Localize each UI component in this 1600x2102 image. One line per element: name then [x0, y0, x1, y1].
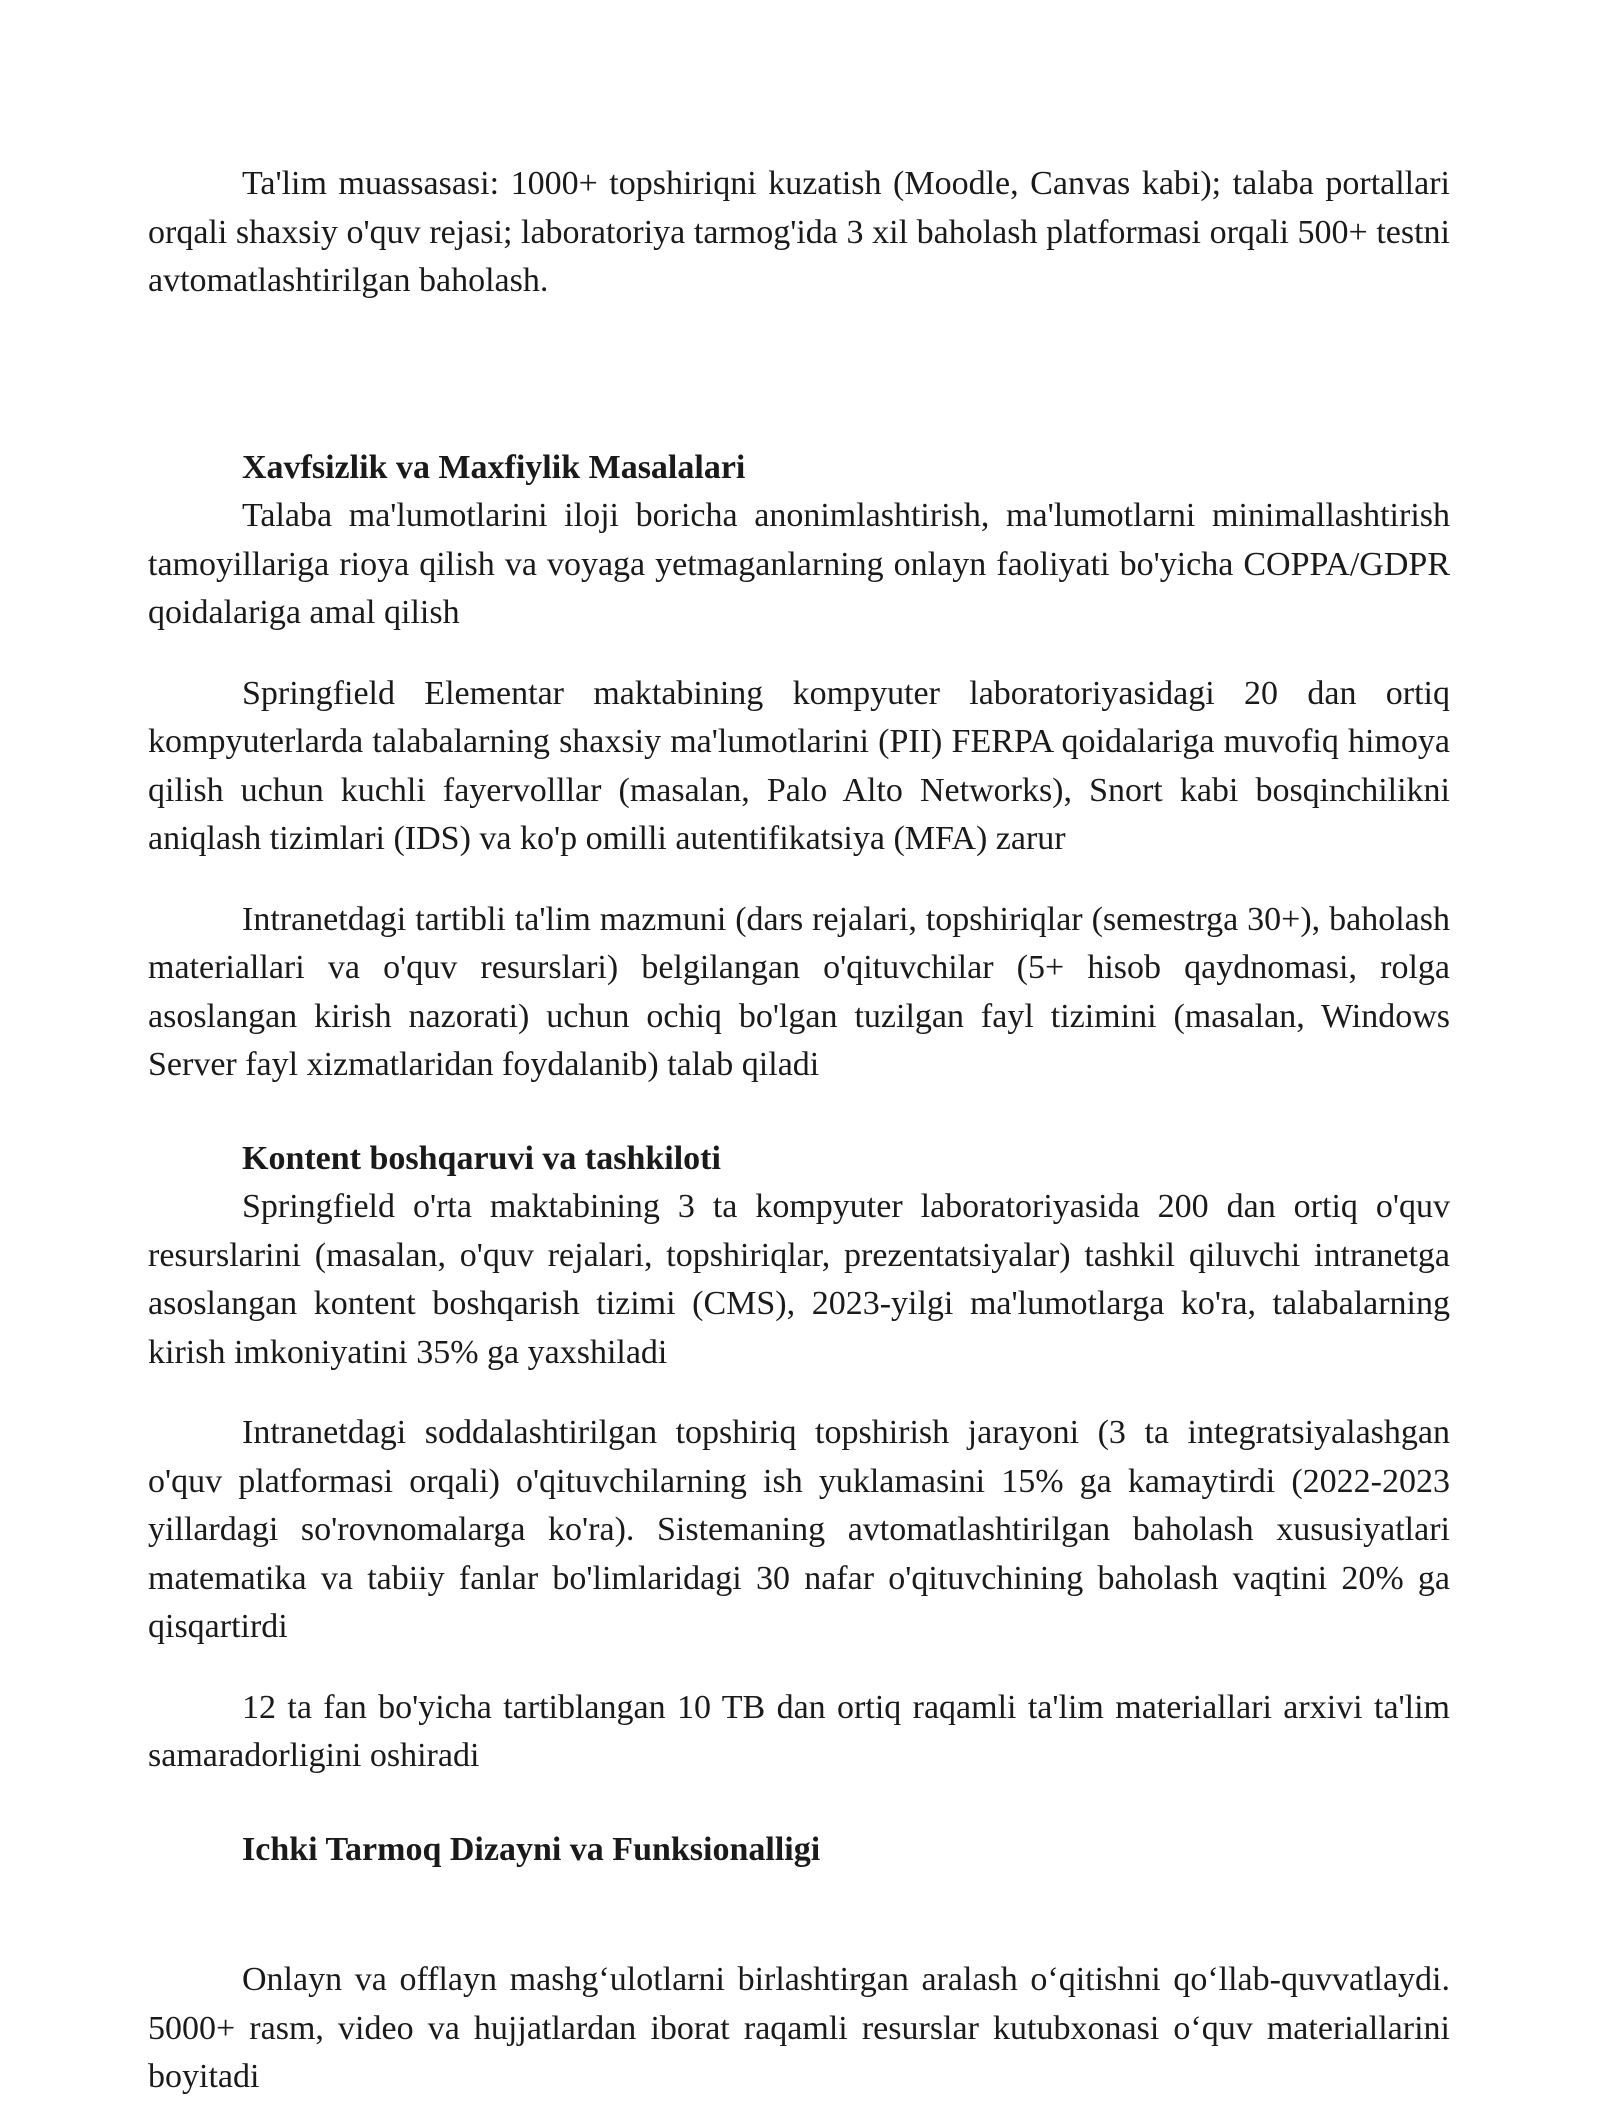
paragraph-assignment-workflow: Intranetdagi soddalashtirilgan topshiriq topshirish jarayoni (3 ta integratsiyalashgan o'quv platformasi orqali) o'qituvchilarning ish yuklamasini 15% ga kamaytirdi (2022-2023 yillardagi so'rovnomalarga ko'ra). Sistemaning avtomatlashtirilgan baholash xususiyatlari matematika va tabiiy fanlar bo'limlaridagi 30 nafar o'qituvchining baholash vaqtini 20% ga qisqartirdi: [148, 1414, 1450, 1645]
spacer: [148, 1781, 1450, 1826]
paragraph-digital-archive: 12 ta fan bo'yicha tartiblangan 10 TB dan ortiq raqamli ta'lim materiallari arxivi ta'lim samaradorligini oshiradi: [148, 1688, 1450, 1774]
spacer: [148, 638, 1450, 670]
heading-content-management: Kontent boshqaruvi va tashkiloti: [242, 1139, 721, 1177]
heading-intranet-design: Ichki Tarmoq Dizayni va Funksionalligi: [242, 1830, 821, 1868]
document-page: [148, 160, 1450, 2102]
paragraph-data-anonymization: Talaba ma'lumotlarini iloji boricha anonimlashtirish, ma'lumotlarni minimallashtirish tamoyillariga rioya qilish va voyaga yetmaganlarning onlayn faoliyati bo'yicha COPPA/GDPR qoidalariga amal qilish: [148, 497, 1450, 631]
heading-security-privacy: Xavfsizlik va Maxfiylik Masalalari: [242, 448, 746, 486]
paragraph-lms-tracking: Ta'lim muassasasi: 1000+ topshiriqni kuzatish (Moodle, Canvas kabi); talaba portallari orqali shaxsiy o'quv rejasi; laboratoriya tarmog'ida 3 xil baholash platformasi orqali 500+ testni avtomatlashtirilgan baholash.: [148, 165, 1450, 299]
paragraph-cms: Springfield o'rta maktabining 3 ta kompyuter laboratoriyasida 200 dan ortiq o'quv resurslarini (masalan, o'quv rejalari, topshiriqlar, prezentatsiyalar) tashkil qiluvchi intranetga asoslangan kontent boshqarish tizimi (CMS), 2023-yilgi ma'lumotlarga ko'ra, talabalarning kirish imkoniyatini 35% ga yaxshiladi: [148, 1188, 1450, 1371]
paragraph-file-system: Intranetdagi tartibli ta'lim mazmuni (dars rejalari, topshiriqlar (semestrga 30+), baholash materiallari va o'quv resurslari) belgilangan o'qituvchilar (5+ hisob qaydnomasi, rolga asoslangan kirish nazorati) uchun ochiq bo'lgan tuzilgan fayl tizimini (masalan, Windows Server fayl xizmatlaridan foydalanib) talab qiladi: [148, 900, 1450, 1083]
spacer: [148, 1377, 1450, 1409]
paragraph-pii-protection: Springfield Elementar maktabining kompyuter laboratoriyasidagi 20 dan ortiq kompyuterlarda talabalarning shaxsiy ma'lumotlarini (PII) FERPA qoidalariga muvofiq himoya qilish uchun kuchli fayervolllar (masalan, Palo Alto Networks), Snort kabi bosqinchilikni aniqlash tizimlari (IDS) va ko'p omilli autentifikatsiya (MFA) zarur: [148, 674, 1450, 857]
paragraph-blended-learning: Onlayn va offlayn mashg‘ulotlarni birlashtirgan aralash o‘qitishni qo‘llab-quvvatlaydi. 5000+ rasm, video va hujjatlardan iborat raqamli resurslar kutubxonasi o‘quv materiallarini boyitadi: [148, 1961, 1450, 2095]
spacer: [148, 1874, 1450, 1956]
spacer: [148, 1090, 1450, 1135]
spacer: [148, 1652, 1450, 1684]
spacer: [148, 864, 1450, 896]
spacer: [148, 306, 1450, 444]
